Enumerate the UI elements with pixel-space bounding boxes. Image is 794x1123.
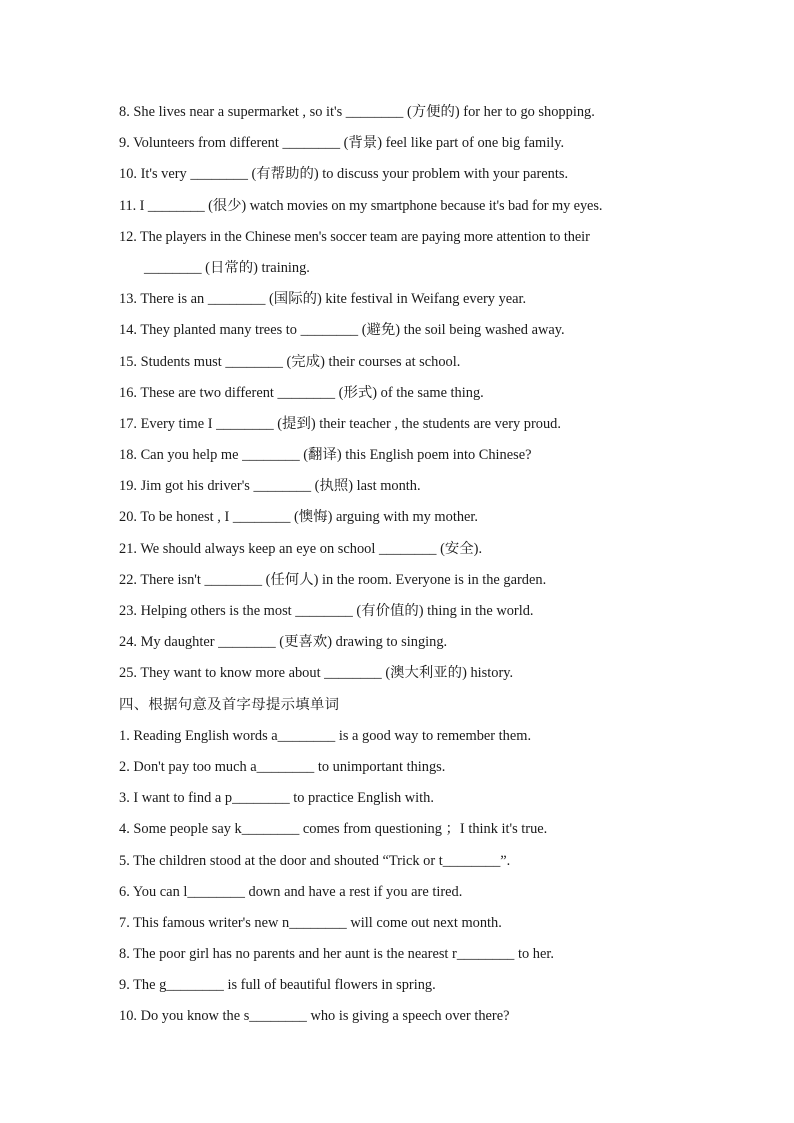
exercise-item-21	[0, 535, 794, 566]
item-text: 19. Jim got his driver's ________ (执照) last month.	[119, 478, 421, 495]
item-text: 13. There is an ________ (国际的) kite festival in Weifang every year.	[119, 291, 527, 308]
item-text: 18. Can you help me ________ (翻译) this English poem into Chinese?	[119, 447, 532, 464]
item-text: 7. This famous writer's new n________ will come out next month.	[119, 914, 502, 931]
initial-letter-item-1	[0, 722, 794, 753]
item-text: 11. I ________ (很少) watch movies on my smartphone because it's bad for my eyes.	[119, 197, 603, 214]
item-text: 15. Students must ________ (完成) their courses at school.	[119, 353, 461, 370]
item-text: 8. The poor girl has no parents and her aunt is the nearest r________ to her.	[119, 946, 554, 963]
initial-letter-item-7	[0, 909, 794, 940]
exercise-item-16	[0, 379, 794, 410]
section-heading-text: 四、根据句意及首字母提示填单词	[119, 696, 340, 713]
item-text: 22. There isn't ________ (任何人) in the room. Everyone is in the garden.	[119, 571, 547, 588]
initial-letter-item-5	[0, 847, 794, 878]
item-text: 3. I want to find a p________ to practice English with.	[119, 790, 434, 807]
exercise-item-9	[0, 129, 794, 160]
initial-letter-item-9	[0, 971, 794, 1002]
item-text: 1. Reading English words a________ is a good way to remember them.	[119, 727, 532, 744]
exercise-item-18	[0, 441, 794, 472]
item-text: 5. The children stood at the door and shouted “Trick or t________”.	[119, 852, 511, 869]
item-text: ________ (日常的) training.	[144, 259, 310, 276]
item-text: 24. My daughter ________ (更喜欢) drawing to singing.	[119, 634, 448, 651]
exercise-item-23	[0, 597, 794, 628]
item-text: 10. Do you know the s________ who is giving a speech over there?	[119, 1008, 510, 1025]
exercise-item-24	[0, 628, 794, 659]
exercise-item-14	[0, 316, 794, 347]
section-heading	[0, 691, 794, 722]
initial-letter-item-4	[0, 815, 794, 846]
initial-letter-item-10	[0, 1002, 794, 1033]
item-text: 2. Don't pay too much a________ to unimportant things.	[119, 758, 446, 775]
item-text: 21. We should always keep an eye on school ________ (安全).	[119, 540, 483, 557]
item-text: 17. Every time I ________ (提到) their teacher , the students are very proud.	[119, 415, 561, 432]
item-text: 10. It's very ________ (有帮助的) to discuss your problem with your parents.	[119, 166, 569, 183]
item-text: 20. To be honest , I ________ (懊悔) arguing with my mother.	[119, 509, 478, 526]
initial-letter-item-6	[0, 878, 794, 909]
item-text: 9. Volunteers from different ________ (背景) feel like part of one big family.	[119, 135, 565, 152]
item-text: 9. The g________ is full of beautiful flowers in spring.	[119, 977, 436, 994]
item-text: 12. The players in the Chinese men's soccer team are paying more attention to their	[119, 228, 590, 245]
initial-letter-item-8	[0, 940, 794, 971]
exercise-item-12	[0, 223, 794, 254]
exercise-item-11	[0, 192, 794, 223]
item-text: 14. They planted many trees to ________ (避免) the soil being washed away.	[119, 322, 565, 339]
item-text: 4. Some people say k________ comes from questioning ；I think it's true.	[119, 821, 548, 838]
initial-letter-item-2	[0, 753, 794, 784]
item-text: 23. Helping others is the most ________ (有价值的) thing in the world.	[119, 603, 534, 619]
item-text: 8. She lives near a supermarket , so it's ________ (方便的) for her to go shopping.	[119, 104, 595, 120]
exercise-item-8	[0, 98, 794, 129]
item-text: 25. They want to know more about ________ (澳大利亚的) history.	[119, 665, 514, 682]
exercise-item-12-continued	[0, 254, 794, 285]
item-text: 16. These are two different ________ (形式) of the same thing.	[119, 384, 484, 401]
exercise-item-13	[0, 285, 794, 316]
initial-letter-item-3	[0, 784, 794, 815]
exercise-item-22	[0, 566, 794, 597]
exercise-item-20	[0, 503, 794, 534]
exercise-item-25	[0, 659, 794, 690]
exercise-item-10	[0, 160, 794, 191]
exercise-item-15	[0, 348, 794, 379]
exercise-item-17	[0, 410, 794, 441]
exercise-item-19	[0, 472, 794, 503]
exercise-lines	[0, 98, 794, 1034]
item-text: 6. You can l________ down and have a rest if you are tired.	[119, 883, 463, 900]
